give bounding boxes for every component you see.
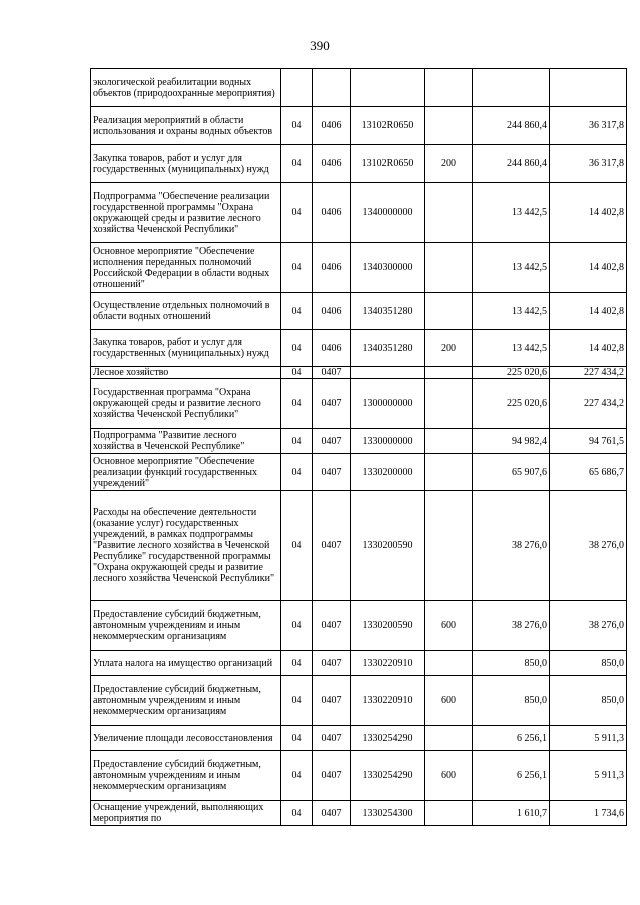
expense-type-code: 600 <box>425 601 473 651</box>
subsection-code: 0407 <box>313 726 351 751</box>
section-code: 04 <box>281 601 313 651</box>
section-code: 04 <box>281 243 313 293</box>
target-article-code <box>351 69 425 107</box>
amount-year-1: 13 442,5 <box>473 243 550 293</box>
amount-year-2: 36 317,8 <box>550 107 627 145</box>
target-article-code: 1330254300 <box>351 801 425 826</box>
row-name: Уплата налога на имущество организаций <box>91 651 281 676</box>
budget-table-body <box>91 69 627 826</box>
subsection-code: 0407 <box>313 429 351 454</box>
expense-type-code <box>425 107 473 145</box>
row-name: Осуществление отдельных полномочий в области водных отношений <box>91 293 281 330</box>
row-name: Государственная программа "Охрана окружающей среды и развитие лесного хозяйства Чеченской Республики" <box>91 379 281 429</box>
table-row <box>91 491 627 601</box>
amount-year-2: 850,0 <box>550 651 627 676</box>
amount-year-2: 38 276,0 <box>550 601 627 651</box>
section-code: 04 <box>281 379 313 429</box>
expense-type-code <box>425 651 473 676</box>
table-row <box>91 107 627 145</box>
amount-year-2: 14 402,8 <box>550 293 627 330</box>
target-article-code: 13102R0650 <box>351 107 425 145</box>
expense-type-code <box>425 243 473 293</box>
expense-type-code <box>425 183 473 243</box>
row-name: Лесное хозяйство <box>91 367 281 379</box>
target-article-code: 1330000000 <box>351 429 425 454</box>
row-name: Реализация мероприятий в области использования и охраны водных объектов <box>91 107 281 145</box>
row-name: Основное мероприятие "Обеспечение реализации функций государственных учреждений" <box>91 454 281 491</box>
table-row <box>91 183 627 243</box>
amount-year-1: 244 860,4 <box>473 107 550 145</box>
section-code: 04 <box>281 183 313 243</box>
amount-year-1: 13 442,5 <box>473 183 550 243</box>
amount-year-2: 5 911,3 <box>550 751 627 801</box>
subsection-code: 0407 <box>313 601 351 651</box>
section-code <box>281 69 313 107</box>
expense-type-code: 600 <box>425 676 473 726</box>
table-row <box>91 243 627 293</box>
amount-year-2: 94 761,5 <box>550 429 627 454</box>
subsection-code: 0406 <box>313 183 351 243</box>
row-name: Закупка товаров, работ и услуг для государственных (муниципальных) нужд <box>91 145 281 183</box>
target-article-code <box>351 367 425 379</box>
target-article-code: 1340351280 <box>351 330 425 367</box>
page-number: 390 <box>310 38 330 53</box>
expense-type-code <box>425 379 473 429</box>
row-name: Закупка товаров, работ и услуг для государственных (муниципальных) нужд <box>91 330 281 367</box>
section-code: 04 <box>281 145 313 183</box>
row-name: Предоставление субсидий бюджетным, автономным учреждениям и иным некоммерческим организациям <box>91 676 281 726</box>
row-name: Оснащение учреждений, выполняющих мероприятия по <box>91 801 281 826</box>
subsection-code: 0407 <box>313 801 351 826</box>
target-article-code: 1300000000 <box>351 379 425 429</box>
table-row <box>91 751 627 801</box>
amount-year-1: 6 256,1 <box>473 726 550 751</box>
target-article-code: 1330200590 <box>351 491 425 601</box>
subsection-code: 0407 <box>313 676 351 726</box>
section-code: 04 <box>281 330 313 367</box>
amount-year-2 <box>550 69 627 107</box>
table-row <box>91 454 627 491</box>
target-article-code: 1330254290 <box>351 751 425 801</box>
section-code: 04 <box>281 676 313 726</box>
expense-type-code <box>425 726 473 751</box>
subsection-code: 0407 <box>313 379 351 429</box>
amount-year-1: 13 442,5 <box>473 330 550 367</box>
amount-year-2: 14 402,8 <box>550 330 627 367</box>
table-row <box>91 330 627 367</box>
section-code: 04 <box>281 491 313 601</box>
section-code: 04 <box>281 429 313 454</box>
section-code: 04 <box>281 751 313 801</box>
row-name: Увеличение площади лесовосстановления <box>91 726 281 751</box>
amount-year-1: 850,0 <box>473 676 550 726</box>
amount-year-2: 227 434,2 <box>550 379 627 429</box>
amount-year-1: 225 020,6 <box>473 367 550 379</box>
amount-year-1: 94 982,4 <box>473 429 550 454</box>
target-article-code: 1330254290 <box>351 726 425 751</box>
target-article-code: 1330220910 <box>351 651 425 676</box>
amount-year-2: 36 317,8 <box>550 145 627 183</box>
expense-type-code <box>425 367 473 379</box>
target-article-code: 1330220910 <box>351 676 425 726</box>
expense-type-code: 600 <box>425 751 473 801</box>
table-row <box>91 676 627 726</box>
target-article-code: 13102R0650 <box>351 145 425 183</box>
expense-type-code <box>425 429 473 454</box>
target-article-code: 1340351280 <box>351 293 425 330</box>
section-code: 04 <box>281 651 313 676</box>
expense-type-code: 200 <box>425 145 473 183</box>
expense-type-code <box>425 69 473 107</box>
amount-year-1: 850,0 <box>473 651 550 676</box>
target-article-code: 1330200000 <box>351 454 425 491</box>
subsection-code: 0406 <box>313 145 351 183</box>
target-article-code: 1330200590 <box>351 601 425 651</box>
subsection-code: 0407 <box>313 367 351 379</box>
subsection-code: 0407 <box>313 651 351 676</box>
amount-year-2: 1 734,6 <box>550 801 627 826</box>
expense-type-code: 200 <box>425 330 473 367</box>
expense-type-code <box>425 801 473 826</box>
expense-type-code <box>425 491 473 601</box>
section-code: 04 <box>281 726 313 751</box>
amount-year-1: 6 256,1 <box>473 751 550 801</box>
subsection-code: 0407 <box>313 454 351 491</box>
target-article-code: 1340000000 <box>351 183 425 243</box>
subsection-code: 0406 <box>313 330 351 367</box>
expense-type-code <box>425 293 473 330</box>
table-row <box>91 726 627 751</box>
section-code: 04 <box>281 107 313 145</box>
amount-year-1: 1 610,7 <box>473 801 550 826</box>
section-code: 04 <box>281 367 313 379</box>
row-name: Предоставление субсидий бюджетным, автономным учреждениям и иным некоммерческим организациям <box>91 751 281 801</box>
expense-type-code <box>425 454 473 491</box>
subsection-code: 0406 <box>313 243 351 293</box>
target-article-code: 1340300000 <box>351 243 425 293</box>
row-name: Подпрограмма "Обеспечение реализации государственной программы "Охрана окружающей среды и развитие лесного хозяйства Чеченской Республики" <box>91 183 281 243</box>
amount-year-2: 5 911,3 <box>550 726 627 751</box>
budget-table <box>90 68 627 826</box>
amount-year-2: 14 402,8 <box>550 183 627 243</box>
amount-year-2: 65 686,7 <box>550 454 627 491</box>
amount-year-1: 244 860,4 <box>473 145 550 183</box>
table-row <box>91 429 627 454</box>
amount-year-2: 850,0 <box>550 676 627 726</box>
amount-year-2: 227 434,2 <box>550 367 627 379</box>
amount-year-1: 225 020,6 <box>473 379 550 429</box>
subsection-code: 0407 <box>313 491 351 601</box>
section-code: 04 <box>281 454 313 491</box>
section-code: 04 <box>281 293 313 330</box>
subsection-code <box>313 69 351 107</box>
section-code: 04 <box>281 801 313 826</box>
amount-year-1: 65 907,6 <box>473 454 550 491</box>
row-name: Предоставление субсидий бюджетным, автономным учреждениям и иным некоммерческим организациям <box>91 601 281 651</box>
table-row <box>91 367 627 379</box>
table-row <box>91 601 627 651</box>
subsection-code: 0407 <box>313 751 351 801</box>
table-row <box>91 145 627 183</box>
table-row <box>91 801 627 826</box>
table-row <box>91 69 627 107</box>
table-row <box>91 651 627 676</box>
amount-year-2: 14 402,8 <box>550 243 627 293</box>
subsection-code: 0406 <box>313 107 351 145</box>
amount-year-1: 13 442,5 <box>473 293 550 330</box>
row-name: Расходы на обеспечение деятельности (оказание услуг) государственных учреждений, в рамках подпрограммы "Развитие лесного хозяйства в Чеченской Республике" государственной программы "Охрана окружающей среды и развитие лесного хозяйства Чеченской Республики" <box>91 491 281 601</box>
amount-year-1: 38 276,0 <box>473 491 550 601</box>
table-row <box>91 293 627 330</box>
amount-year-1 <box>473 69 550 107</box>
subsection-code: 0406 <box>313 293 351 330</box>
amount-year-2: 38 276,0 <box>550 491 627 601</box>
table-row <box>91 379 627 429</box>
row-name: экологической реабилитации водных объектов (природоохранные мероприятия) <box>91 69 281 107</box>
row-name: Подпрограмма "Развитие лесного хозяйства в Чеченской Республике" <box>91 429 281 454</box>
amount-year-1: 38 276,0 <box>473 601 550 651</box>
row-name: Основное мероприятие "Обеспечение исполнения переданных полномочий Российской Федерации в области водных отношений" <box>91 243 281 293</box>
